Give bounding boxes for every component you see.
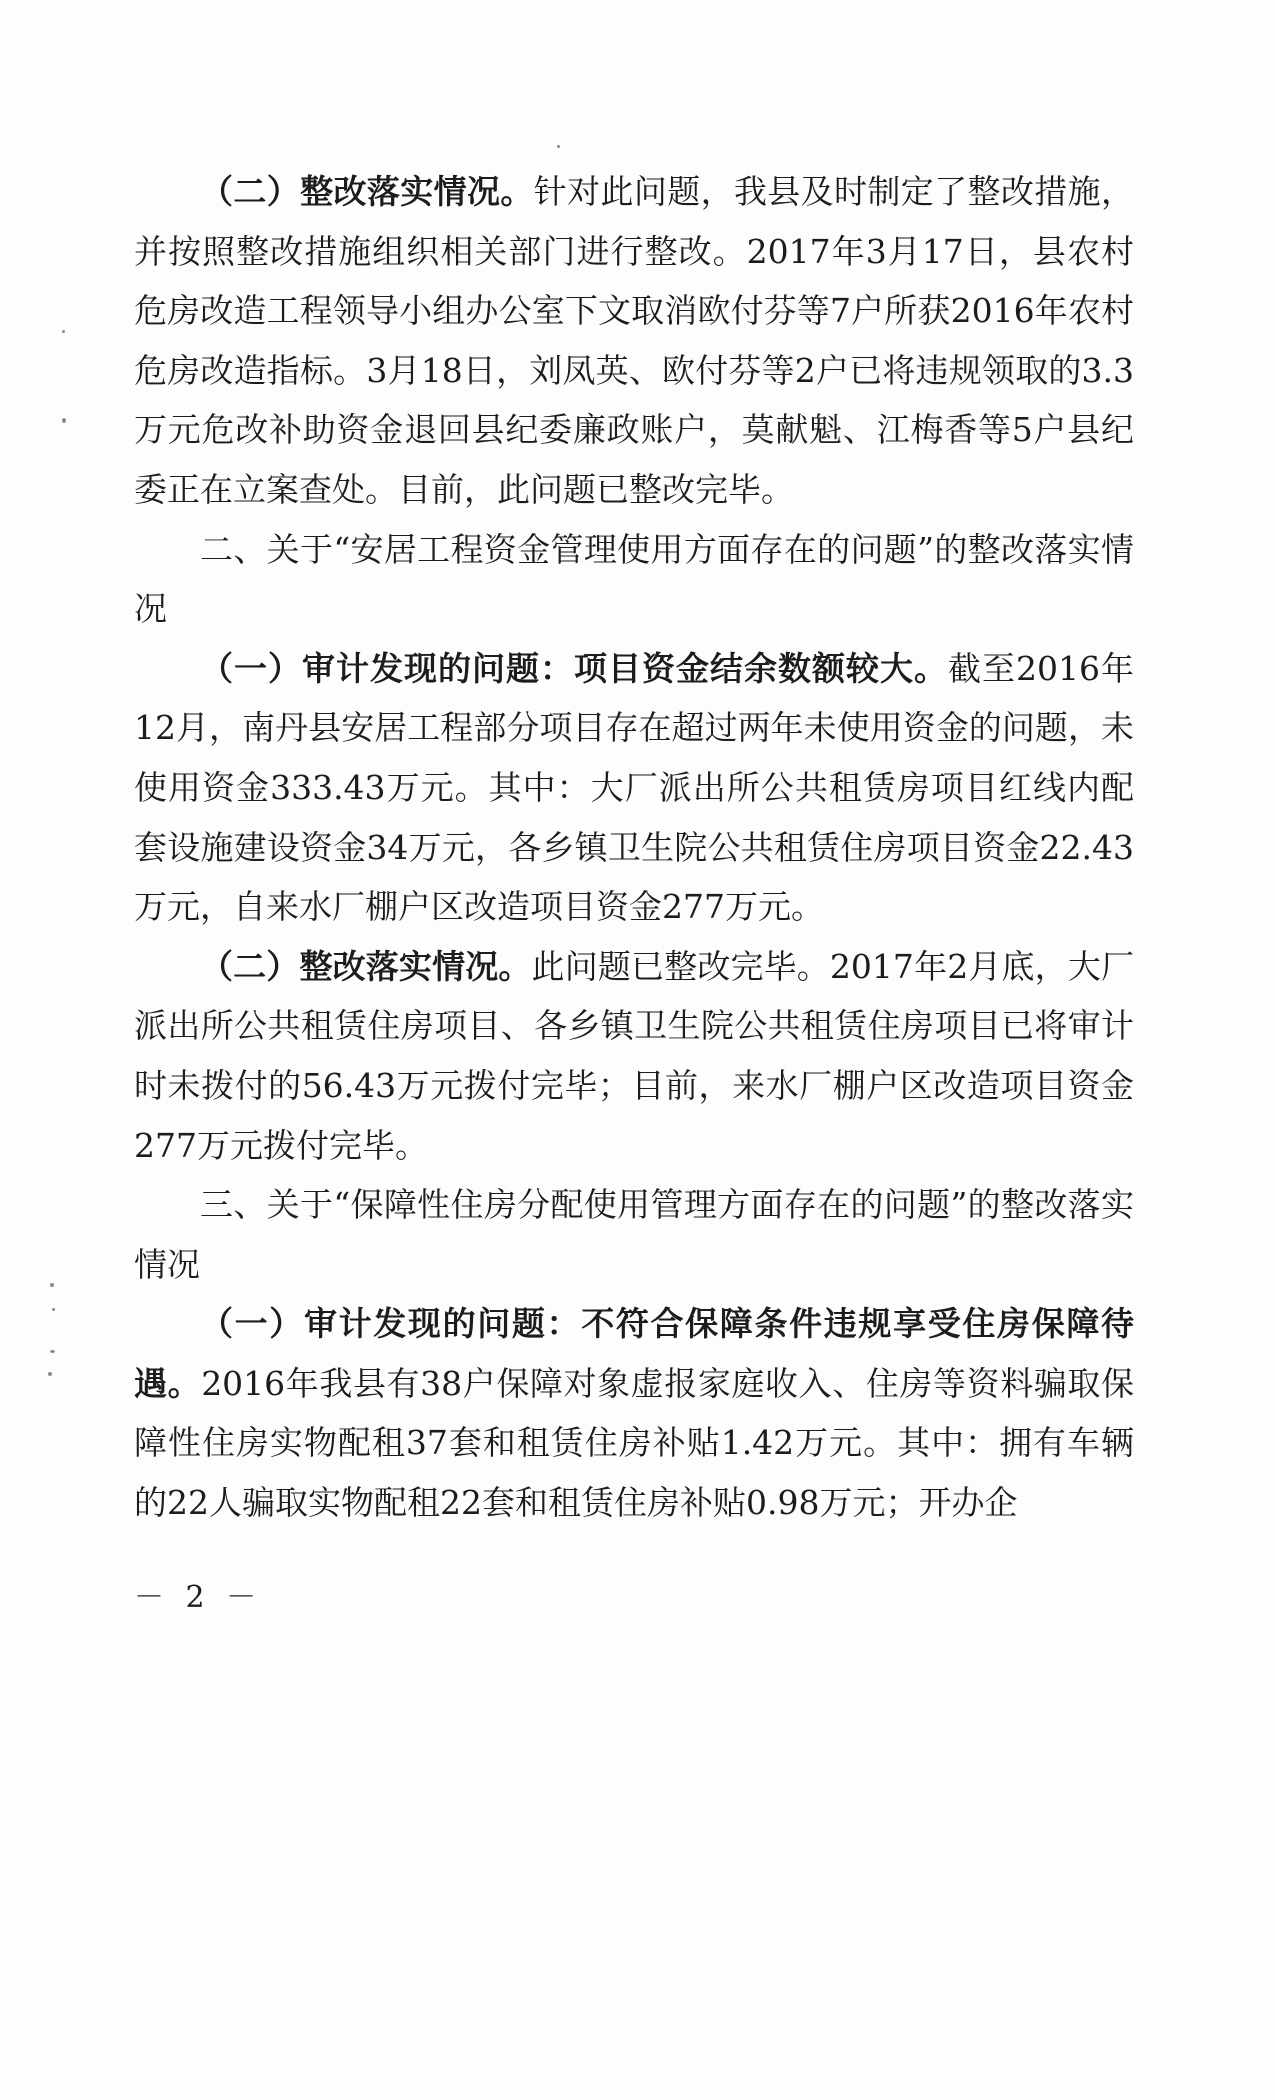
scan-speck (557, 145, 560, 148)
paragraph-audit-finding-2 (134, 639, 1134, 937)
page-number: － 2 － (134, 1580, 263, 1615)
paragraph-text: 此问题已整改完毕。2017年2月底，大厂派出所公共租赁住房项目、各乡镇卫生院公共租赁住房项目已将审计时未拨付的56.43万元拨付完毕；目前，来水厂棚户区改造项目资金277万元拨付完毕。 (134, 946, 1134, 1165)
heading-inline: （一）审计发现的问题：项目资金结余数额较大。 (200, 648, 949, 688)
paragraph-rectification-1 (134, 162, 1134, 520)
paragraph-text: 三、关于“保障性住房分配使用管理方面存在的问题”的整改落实情况 (134, 1185, 1134, 1284)
paragraph-audit-finding-3 (134, 1294, 1134, 1532)
section-heading-2 (134, 520, 1134, 639)
paragraph-rectification-2 (134, 937, 1134, 1175)
paragraph-text: 2016年我县有38户保障对象虚报家庭收入、住房等资料骗取保障性住房实物配租37套和租赁住房补贴1.42万元。其中：拥有车辆的22人骗取实物配租22套和租赁住房补贴0.98万元；开办企 (134, 1363, 1134, 1523)
scan-speck (62, 330, 65, 333)
scan-speck (48, 1372, 52, 1376)
paragraph-text: 针对此问题，我县及时制定了整改措施，并按照整改措施组织相关部门进行整改。2017年3月17日，县农村危房改造工程领导小组办公室下文取消欧付芬等7户所获2016年农村危房改造指标。3月18日，刘凤英、欧付芬等2户已将违规领取的3.3万元危改补助资金退回县纪委廉政账户，莫献魁、江梅香等5户县纪委正在立案查处。目前，此问题已整改完毕。 (134, 172, 1135, 509)
scan-speck (50, 1350, 55, 1353)
paragraph-text: 截至2016年12月，南丹县安居工程部分项目存在超过两年未使用资金的问题，未使用资金333.43万元。其中：大厂派出所公共租赁房项目红线内配套设施建设资金34万元，各乡镇卫生院公共租赁住房项目资金22.43万元，自来水厂棚户区改造项目资金277万元。 (134, 648, 1135, 927)
document-body (134, 162, 1134, 1533)
scan-speck (52, 1308, 55, 1311)
heading-inline: （二）整改落实情况。 (200, 946, 532, 986)
paragraph-text: 二、关于“安居工程资金管理使用方面存在的问题”的整改落实情况 (134, 529, 1134, 629)
scan-speck (50, 1283, 54, 1287)
heading-inline: （二）整改落实情况。 (200, 172, 534, 211)
section-heading-3 (134, 1175, 1134, 1294)
heading-inline: （一）审计发现的问题：不符合保障条件违规享受住房保障待遇。 (134, 1304, 1134, 1403)
scan-speck (62, 418, 66, 423)
